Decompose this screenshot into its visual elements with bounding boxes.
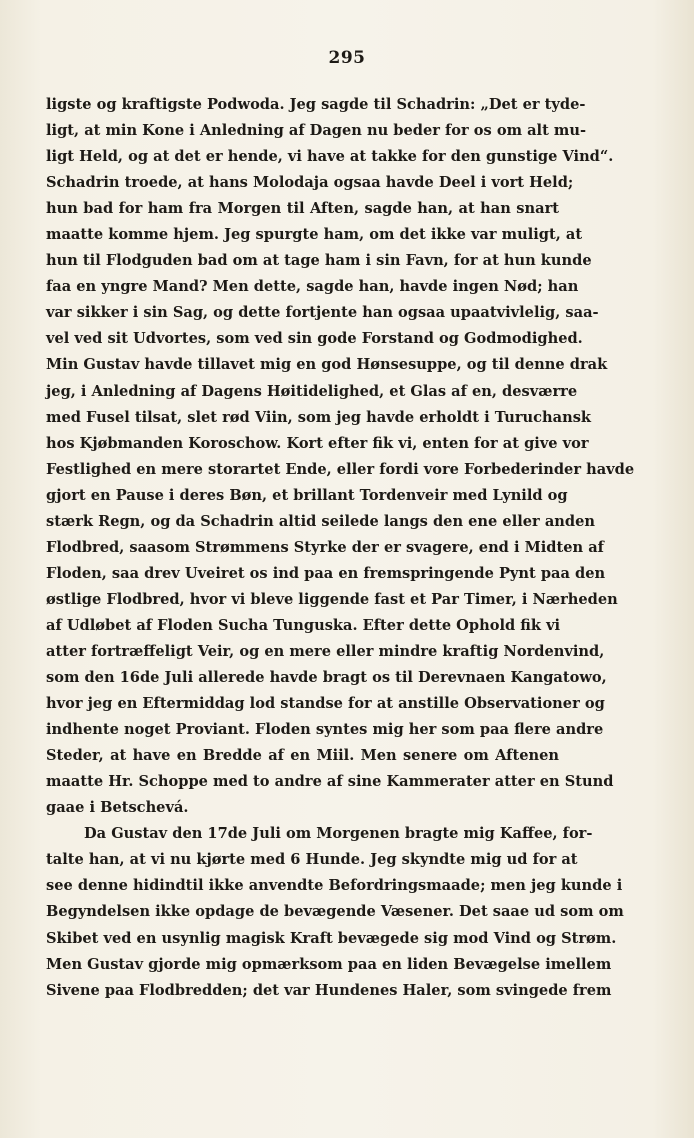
text-line: Men Gustav gjorde mig opmærksom paa en liden Bevægelse imellem (46, 955, 612, 973)
text-line: Schadrin troede, at hans Molodaja ogsaa havde Deel i vort Held; (46, 174, 574, 192)
text-line: med Fusel tilsat, slet rød Viin, som jeg havde erholdt i Turuchansk (46, 408, 592, 426)
text-line: see denne hidindtil ikke anvendte Befordringsmaade; men jeg kunde i (46, 877, 623, 895)
text-line: Steder, at have en Bredde af en Miil. Men senere om Aftenen (46, 747, 559, 765)
body-text (46, 92, 635, 1004)
text-line: faa en yngre Mand? Men dette, sagde han, havde ingen Nød; han (46, 278, 579, 296)
text-line: atter fortræffeligt Veir, og en mere eller mindre kraftig Nordenvind, (46, 642, 605, 660)
text-line: Sivene paa Flodbredden; det var Hundenes Haler, som svingede frem (46, 981, 612, 999)
text-line: ligt, at min Kone i Anledning af Dagen nu beder for os om alt mu- (46, 122, 587, 140)
text-line: vel ved sit Udvortes, som ved sin gode Forstand og Godmodighed. (46, 330, 583, 348)
page-number: 295 (328, 48, 366, 68)
text-line: af Udløbet af Floden Sucha Tunguska. Efter dette Ophold fik vi (46, 616, 561, 634)
text-line: hvor jeg en Eftermiddag lod standse for at anstille Observationer og (46, 695, 605, 713)
text-line: hos Kjøbmanden Koroschow. Kort efter fik vi, enten for at give vor (46, 434, 589, 452)
text-line: maatte komme hjem. Jeg spurgte ham, om det ikke var muligt, at (46, 226, 583, 244)
text-line: Flodbred, saasom Strømmens Styrke der er svagere, end i Midten af (46, 538, 604, 556)
text-line: stærk Regn, og da Schadrin altid seilede langs den ene eller anden (46, 512, 595, 530)
text-line: Min Gustav havde tillavet mig en god Hønsesuppe, og til denne drak (46, 356, 608, 374)
text-line: ligste og kraftigste Podwoda. Jeg sagde til Schadrin: „Det er tyde- (46, 96, 586, 113)
text-line: gaae i Betschevá. (46, 799, 189, 817)
text-line: østlige Flodbred, hvor vi bleve liggende fast et Par Timer, i Nærheden (46, 590, 618, 608)
text-line: talte han, at vi nu kjørte med 6 Hunde. Jeg skyndte mig ud for at (46, 851, 578, 869)
text-line: maatte Hr. Schoppe med to andre af sine Kammerater atter en Stund (46, 773, 614, 791)
text-line: ligt Held, og at det er hende, vi have at takke for den gunstige Vind“. (46, 148, 614, 166)
text-line: som den 16de Juli allerede havde bragt os til Derevnaen Kangatowo, (46, 669, 607, 687)
text-line: var sikker i sin Sag, og dette fortjente han ogsaa upaatvivlelig, saa- (46, 304, 599, 322)
text-line: Floden, saa drev Uveiret os ind paa en fremspringende Pynt paa den (46, 564, 606, 582)
text-line: Begyndelsen ikke opdage de bevægende Væsener. Det saae ud som om (46, 903, 624, 921)
text-line: indhente noget Proviant. Floden syntes mig her som paa flere andre (46, 721, 604, 739)
text-line: hun til Flodguden bad om at tage ham i sin Favn, for at hun kunde (46, 252, 592, 270)
text-line: jeg, i Anledning af Dagens Høitidelighed, et Glas af en, desværre (46, 382, 578, 400)
text-line: gjort en Pause i deres Bøn, et brillant Tordenveir med Lynild og (46, 486, 568, 504)
text-line: Festlighed en mere storartet Ende, eller fordi vore Forbederinder havde (46, 460, 635, 478)
text-line: hun bad for ham fra Morgen til Aften, sagde han, at han snart (46, 200, 559, 218)
text-line: Skibet ved en usynlig magisk Kraft bevægede sig mod Vind og Strøm. (46, 929, 617, 947)
text-line: Da Gustav den 17de Juli om Morgenen bragte mig Kaffee, for- (84, 825, 593, 843)
